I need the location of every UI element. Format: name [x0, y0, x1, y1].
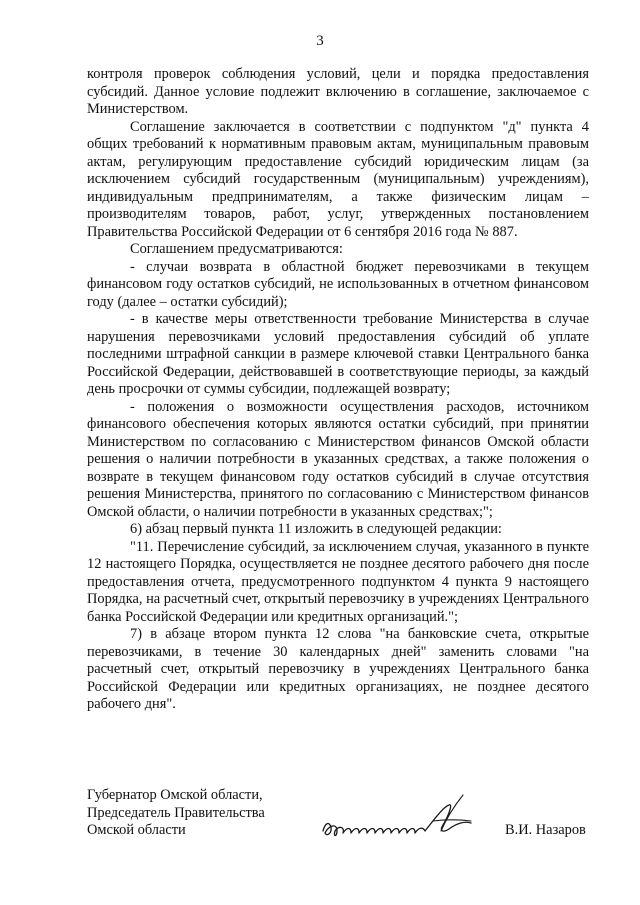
- paragraph-continuation: контроля проверок соблюдения условий, цели и порядка предоставления субсидий. Данное условие подлежит включению в соглашение, заключаемое с Министерством.: [87, 66, 589, 117]
- list-item-expenses: - положения о возможности осуществления расходов, источником финансового обеспечения которых являются остатки субсидий, при принятии Министерством по согласованию с Министерством финансов Омской области решения о наличии потребности в указанных средствах, а также положения о возврате в текущем финансовом году остатков субсидий в случае отсутствия решения Министерства, принятого по согласованию с Министерством финансов Омской области, о наличии потребности в указанных средствах;";: [87, 398, 589, 520]
- signature-block: [87, 787, 607, 847]
- paragraph-amendment-6: 6) абзац первый пункта 11 изложить в следующей редакции:: [130, 521, 502, 537]
- handwritten-signature: [315, 787, 505, 847]
- list-item-return-cases: - случаи возврата в областной бюджет перевозчиками в текущем финансовом году остатков субсидий, не использованных в отчетном финансовом году (далее – остатки субсидий);: [87, 258, 589, 310]
- signatory-title: [87, 787, 265, 840]
- paragraph-clause-11: "11. Перечисление субсидий, за исключением случая, указанного в пункте 12 настоящего Порядка, осуществляется не позднее десятого рабочего дня после предоставления отчета, предусмотренного подпунктом 4 пункта 9 настоящего Порядка, на расчетный счет, открытый перевозчику в учреждениях Центрального банка Российской Федерации или кредитных организаций.";: [87, 538, 589, 625]
- paragraph-amendment-7: 7) в абзаце втором пункта 12 слова "на банковские счета, открытые перевозчиками, в течение 30 календарных дней" заменить словами "на расчетный счет, открытый перевозчику в учреждениях Центрального банка Российской Федерации или кредитных организациях, не позднее десятого рабочего дня".: [87, 626, 589, 712]
- signatory-title-line: Омской области: [87, 822, 186, 838]
- signatory-name: В.И. Назаров: [505, 822, 586, 838]
- list-item-penalty: - в качестве меры ответственности требование Министерства в случае нарушения перевозчиками условий предоставления субсидий об уплате последними штрафной санкции в размере ключевой ставки Центрального банка Российской Федерации, действовавшей в соответствующие периоды, за каждый день просрочки от суммы субсидии, подлежащей возврату;: [87, 311, 589, 397]
- paragraph-agreement-basis: Соглашение заключается в соответствии с подпунктом "д" пункта 4 общих требований к нормативным правовым актам, муниципальным правовым актам, регулирующим предоставление субсидий юридическим лицам (за исключением субсидий государственным (муниципальным) учреждениям), индивидуальным предпринимателям, а также физическим лицам – производителям товаров, работ, услуг, утвержденных постановлением Правительства Российской Федерации от 6 сентября 2016 года № 887.: [87, 118, 589, 240]
- document-body: [87, 66, 589, 714]
- signatory-title-line: Председатель Правительства: [87, 804, 265, 821]
- paragraph-agreement-provides: Соглашением предусматриваются:: [130, 241, 343, 257]
- signatory-title-line: Губернатор Омской области,: [87, 787, 263, 803]
- page-number: 3: [316, 33, 324, 49]
